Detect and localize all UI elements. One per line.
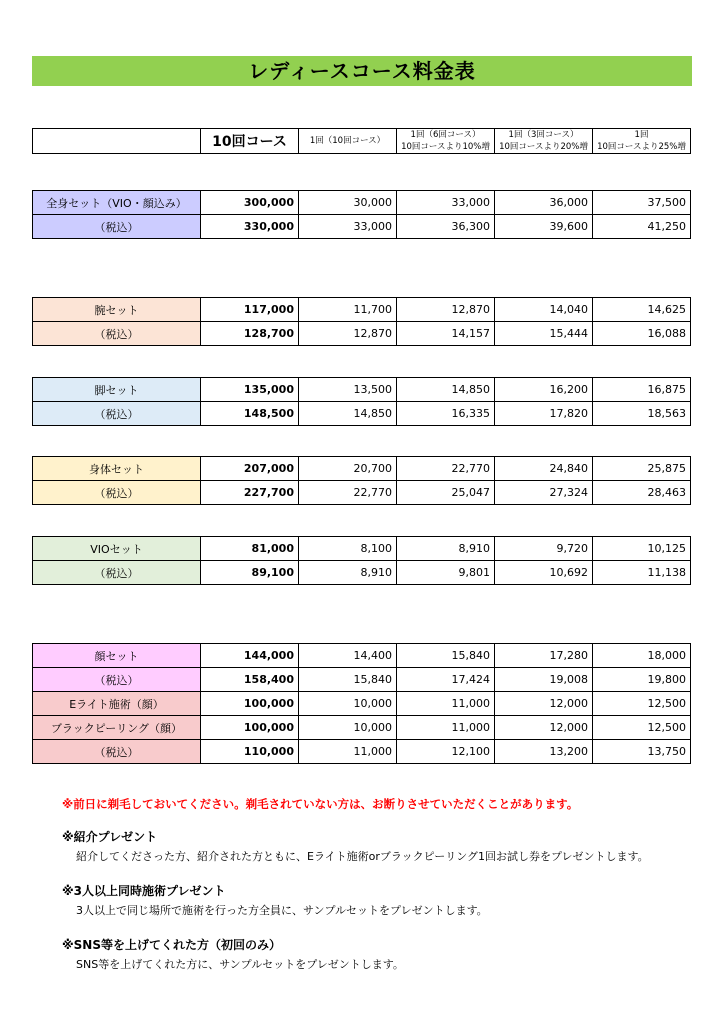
table-row: [33, 298, 691, 322]
price-col1: 10,000: [299, 692, 397, 716]
table-row: [33, 322, 691, 346]
sns-present-title: ※SNS等を上げてくれた方（初回のみ）: [62, 938, 281, 952]
row-label: （税込）: [33, 402, 201, 426]
price-10-course: 100,000: [201, 716, 299, 740]
row-label: （税込）: [33, 561, 201, 585]
table-row: [33, 537, 691, 561]
price-col4: 37,500: [593, 191, 691, 215]
price-col2: 12,100: [397, 740, 495, 764]
price-col2: 8,910: [397, 537, 495, 561]
price-col4: 13,750: [593, 740, 691, 764]
price-col2: 11,000: [397, 716, 495, 740]
price-10-course: 89,100: [201, 561, 299, 585]
group-full-body: [32, 190, 691, 239]
price-10-course: 135,000: [201, 378, 299, 402]
price-col3: 17,820: [495, 402, 593, 426]
header-col3: 1回（3回コース） 10回コースより20%増: [495, 129, 593, 154]
price-col4: 11,138: [593, 561, 691, 585]
table-row: [33, 457, 691, 481]
price-col4: 16,088: [593, 322, 691, 346]
price-col1: 11,000: [299, 740, 397, 764]
row-label: 身体セット: [33, 457, 201, 481]
price-10-course: 207,000: [201, 457, 299, 481]
row-label: （税込）: [33, 215, 201, 239]
row-label: 全身セット（VIO・顔込み）: [33, 191, 201, 215]
price-col3: 10,692: [495, 561, 593, 585]
shaving-notice: ※前日に剃毛しておいてください。剃毛されていない方は、お断りさせていただくことがあります。: [62, 797, 579, 811]
row-label: （税込）: [33, 322, 201, 346]
table-row: [33, 215, 691, 239]
table-row: [33, 740, 691, 764]
price-col4: 12,500: [593, 692, 691, 716]
row-label: （税込）: [33, 481, 201, 505]
header-col2: 1回（6回コース） 10回コースより10%増: [397, 129, 495, 154]
price-col4: 25,875: [593, 457, 691, 481]
referral-body: 紹介してくださった方、紹介された方ともに、Eライト施術orブラックピーリング1回お試し券をプレゼントします。: [76, 850, 649, 863]
price-col1: 30,000: [299, 191, 397, 215]
price-col3: 16,200: [495, 378, 593, 402]
price-col4: 18,000: [593, 644, 691, 668]
price-col2: 15,840: [397, 644, 495, 668]
row-label: ブラックピーリング（顔）: [33, 716, 201, 740]
price-col1: 8,910: [299, 561, 397, 585]
price-col2: 9,801: [397, 561, 495, 585]
row-label: Eライト施術（顔）: [33, 692, 201, 716]
group-vio: [32, 536, 691, 585]
price-col2: 14,850: [397, 378, 495, 402]
header-col1: 1回（10回コース）: [299, 129, 397, 154]
header-blank-cell: [33, 129, 201, 154]
group-leg: [32, 377, 691, 426]
price-col4: 19,800: [593, 668, 691, 692]
price-col1: 33,000: [299, 215, 397, 239]
price-col1: 11,700: [299, 298, 397, 322]
page-title: レディースコース料金表: [32, 56, 692, 86]
row-label: （税込）: [33, 668, 201, 692]
price-col4: 18,563: [593, 402, 691, 426]
referral-title: ※紹介プレゼント: [62, 830, 158, 844]
price-col4: 10,125: [593, 537, 691, 561]
table-row: [33, 402, 691, 426]
sns-present-body: SNS等を上げてくれた方に、サンプルセットをプレゼントします。: [76, 958, 404, 971]
price-col3: 14,040: [495, 298, 593, 322]
price-col2: 33,000: [397, 191, 495, 215]
price-col3: 19,008: [495, 668, 593, 692]
price-10-course: 81,000: [201, 537, 299, 561]
table-row: [33, 191, 691, 215]
group-present-title: ※3人以上同時施術プレゼント: [62, 884, 226, 898]
group-face: [32, 643, 691, 764]
row-label: （税込）: [33, 740, 201, 764]
price-10-course: 110,000: [201, 740, 299, 764]
price-col3: 39,600: [495, 215, 593, 239]
price-col4: 12,500: [593, 716, 691, 740]
price-table-header: [32, 128, 691, 154]
price-col1: 14,400: [299, 644, 397, 668]
table-row: [33, 481, 691, 505]
price-col2: 14,157: [397, 322, 495, 346]
price-col2: 36,300: [397, 215, 495, 239]
price-col1: 10,000: [299, 716, 397, 740]
table-row: [33, 378, 691, 402]
table-row: [33, 668, 691, 692]
group-arm: [32, 297, 691, 346]
price-10-course: 117,000: [201, 298, 299, 322]
price-col1: 14,850: [299, 402, 397, 426]
price-10-course: 330,000: [201, 215, 299, 239]
price-10-course: 300,000: [201, 191, 299, 215]
price-col3: 9,720: [495, 537, 593, 561]
price-col2: 25,047: [397, 481, 495, 505]
row-label: 腕セット: [33, 298, 201, 322]
price-col3: 24,840: [495, 457, 593, 481]
price-col3: 17,280: [495, 644, 593, 668]
price-col4: 41,250: [593, 215, 691, 239]
header-10-course: 10回コース: [201, 129, 299, 154]
price-10-course: 158,400: [201, 668, 299, 692]
price-col2: 16,335: [397, 402, 495, 426]
table-row: [33, 716, 691, 740]
price-10-course: 144,000: [201, 644, 299, 668]
price-10-course: 128,700: [201, 322, 299, 346]
price-col1: 15,840: [299, 668, 397, 692]
row-label: 顔セット: [33, 644, 201, 668]
table-row: [33, 644, 691, 668]
price-col1: 8,100: [299, 537, 397, 561]
price-col3: 12,000: [495, 716, 593, 740]
price-col1: 20,700: [299, 457, 397, 481]
table-row: [33, 692, 691, 716]
price-col1: 22,770: [299, 481, 397, 505]
price-col4: 16,875: [593, 378, 691, 402]
group-body: [32, 456, 691, 505]
price-col3: 13,200: [495, 740, 593, 764]
price-col3: 12,000: [495, 692, 593, 716]
price-col3: 15,444: [495, 322, 593, 346]
price-col1: 12,870: [299, 322, 397, 346]
group-present-body: 3人以上で同じ場所で施術を行った方全員に、サンプルセットをプレゼントします。: [76, 904, 488, 917]
row-label: 脚セット: [33, 378, 201, 402]
price-col1: 13,500: [299, 378, 397, 402]
price-10-course: 100,000: [201, 692, 299, 716]
table-row: [33, 561, 691, 585]
price-col4: 28,463: [593, 481, 691, 505]
header-col4: 1回 10回コースより25%増: [593, 129, 691, 154]
price-col2: 17,424: [397, 668, 495, 692]
price-col3: 27,324: [495, 481, 593, 505]
price-col3: 36,000: [495, 191, 593, 215]
row-label: VIOセット: [33, 537, 201, 561]
price-col4: 14,625: [593, 298, 691, 322]
price-col2: 22,770: [397, 457, 495, 481]
price-col2: 11,000: [397, 692, 495, 716]
price-col2: 12,870: [397, 298, 495, 322]
price-10-course: 227,700: [201, 481, 299, 505]
price-10-course: 148,500: [201, 402, 299, 426]
